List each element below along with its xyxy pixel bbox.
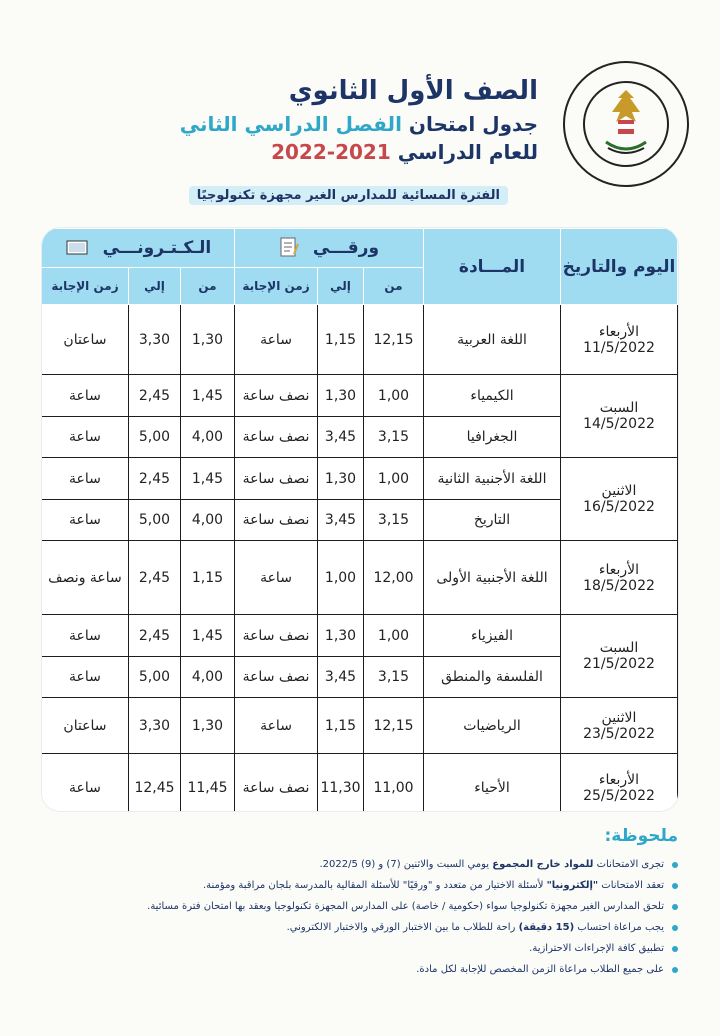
- day-name: السبت: [599, 400, 639, 416]
- exam-date: 23/5/2022: [583, 725, 655, 742]
- day-name: الأربعاء: [598, 323, 640, 340]
- period-badge: الفترة المسائية للمدارس الغير مجهزة تكنولوجيًا: [189, 186, 508, 205]
- electronic-from-cell: 4,00: [180, 657, 234, 698]
- table-row: [42, 541, 678, 615]
- paper-to-cell: 1,30: [318, 615, 364, 657]
- subject-cell: الفلسفة والمنطق: [424, 657, 561, 698]
- subject-cell: اللغة الأجنبية الأولى: [424, 541, 561, 615]
- paper-duration-cell: نصف ساعة: [234, 417, 317, 458]
- electronic-duration-header: زمن الإجابة: [42, 268, 128, 305]
- paper-from-cell: 3,15: [364, 500, 424, 541]
- paper-duration-cell: ساعة: [234, 305, 317, 375]
- table-row: [42, 458, 678, 500]
- electronic-duration-cell: ساعة: [42, 375, 128, 417]
- electronic-duration-cell: ساعتان: [42, 305, 128, 375]
- note-item: يجب مراعاة احتساب (15 دقيقة) راحة للطلاب ما بين الاختبار الورقي والاختبار الالكتروني.: [42, 917, 678, 938]
- electronic-duration-cell: ساعة: [42, 417, 128, 458]
- exam-date: 14/5/2022: [583, 416, 655, 432]
- paper-to-cell: 1,30: [318, 375, 364, 417]
- ministry-logo: [562, 60, 690, 188]
- electronic-duration-cell: ساعة: [42, 754, 128, 812]
- note-item: تجرى الامتحانات للمواد خارج المجموع يومي السبت والاثنين (7) و (9) 2022/5.: [42, 854, 678, 875]
- table-row: [42, 698, 678, 754]
- note-item: تلحق المدارس الغير مجهزة تكنولوجيا سواء (حكومية / خاصة) على المدارس المجهزة تكنولوجيا وبعقد بها امتحان فترة مسائية.: [42, 896, 678, 917]
- electronic-from-cell: 1,30: [180, 305, 234, 375]
- table-row: [42, 615, 678, 657]
- paper-from-cell: 12,15: [364, 698, 424, 754]
- table-row: [42, 375, 678, 417]
- paper-from-cell: 3,15: [364, 417, 424, 458]
- day-name: الأربعاء: [598, 561, 640, 578]
- paper-to-cell: 1,15: [318, 305, 364, 375]
- day-date-cell: [561, 541, 678, 615]
- paper-duration-header: زمن الإجابة: [234, 268, 317, 305]
- subject-cell: اللغة العربية: [424, 305, 561, 375]
- day-date-cell: [561, 698, 678, 754]
- electronic-header: الـكـتـرونـــي: [42, 229, 234, 268]
- day-name: الاثنين: [601, 483, 637, 499]
- paper-to-header: إلي: [318, 268, 364, 305]
- day-date-cell: [561, 754, 678, 812]
- paper-from-cell: 11,00: [364, 754, 424, 812]
- electronic-duration-cell: ساعتان: [42, 698, 128, 754]
- paper-to-cell: 1,30: [318, 458, 364, 500]
- paper-to-cell: 3,45: [318, 417, 364, 458]
- day-date-cell: [561, 375, 678, 458]
- day-date-header: اليوم والتاريخ: [561, 229, 678, 305]
- electronic-to-cell: 5,00: [128, 657, 180, 698]
- exam-title: جدول امتحان الفصل الدراسي الثاني: [179, 112, 538, 136]
- electronic-duration-cell: ساعة: [42, 657, 128, 698]
- electronic-from-cell: 1,45: [180, 615, 234, 657]
- day-date-cell: [561, 615, 678, 698]
- paper-to-cell: 11,30: [318, 754, 364, 812]
- electronic-from-cell: 1,30: [180, 698, 234, 754]
- day-name: السبت: [599, 640, 639, 656]
- electronic-from-cell: 1,45: [180, 458, 234, 500]
- electronic-from-cell: 1,15: [180, 541, 234, 615]
- svg-text:MINISTRY OF EDUCATION AND TECH: [562, 60, 566, 63]
- title-block: [180, 76, 538, 164]
- subject-cell: التاريخ: [424, 500, 561, 541]
- day-name: الاثنين: [601, 709, 637, 726]
- table-row: [42, 305, 678, 375]
- paper-duration-cell: نصف ساعة: [234, 500, 317, 541]
- electronic-from-header: من: [180, 268, 234, 305]
- exam-schedule-table: [42, 228, 678, 811]
- electronic-duration-cell: ساعة: [42, 458, 128, 500]
- subject-cell: اللغة الأجنبية الثانية: [424, 458, 561, 500]
- notes-title: ملحوظة:: [604, 826, 678, 846]
- subject-cell: الرياضيات: [424, 698, 561, 754]
- paper-to-cell: 3,45: [318, 500, 364, 541]
- paper-to-cell: 3,45: [318, 657, 364, 698]
- electronic-duration-cell: ساعة: [42, 500, 128, 541]
- paper-duration-cell: نصف ساعة: [234, 754, 317, 812]
- paper-to-cell: 1,15: [318, 698, 364, 754]
- electronic-from-cell: 11,45: [180, 754, 234, 812]
- paper-from-cell: 12,00: [364, 541, 424, 615]
- electronic-from-cell: 4,00: [180, 417, 234, 458]
- electronic-from-cell: 1,45: [180, 375, 234, 417]
- subject-cell: الأحياء: [424, 754, 561, 812]
- electronic-to-header: إلي: [128, 268, 180, 305]
- paper-from-cell: 1,00: [364, 615, 424, 657]
- electronic-to-cell: 2,45: [128, 375, 180, 417]
- day-date-cell: [561, 305, 678, 375]
- day-date-cell: [561, 458, 678, 541]
- subject-cell: الجغرافيا: [424, 417, 561, 458]
- paper-header: ورقـــي: [234, 229, 423, 268]
- paper-duration-cell: نصف ساعة: [234, 458, 317, 500]
- electronic-from-cell: 4,00: [180, 500, 234, 541]
- paper-icon: [279, 236, 299, 260]
- grade-title: الصف الأول الثانوي: [288, 76, 538, 106]
- electronic-duration-cell: ساعة ونصف: [42, 541, 128, 615]
- paper-duration-cell: نصف ساعة: [234, 615, 317, 657]
- subject-cell: الفيزياء: [424, 615, 561, 657]
- electronic-to-cell: 12,45: [128, 754, 180, 812]
- electronic-to-cell: 3,30: [128, 698, 180, 754]
- logo-text: [562, 60, 566, 63]
- table-row: [42, 754, 678, 812]
- paper-duration-cell: نصف ساعة: [234, 375, 317, 417]
- paper-from-cell: 3,15: [364, 657, 424, 698]
- note-item: على جميع الطلاب مراعاة الزمن المخصص للإجابة لكل مادة.: [42, 959, 678, 980]
- paper-from-cell: 12,15: [364, 305, 424, 375]
- exam-date: 18/5/2022: [583, 577, 655, 594]
- electronic-to-cell: 3,30: [128, 305, 180, 375]
- exam-date: 11/5/2022: [583, 339, 655, 356]
- paper-from-header: من: [364, 268, 424, 305]
- paper-duration-cell: نصف ساعة: [234, 657, 317, 698]
- electronic-to-cell: 2,45: [128, 615, 180, 657]
- notes-section: [42, 826, 678, 980]
- exam-date: 25/5/2022: [583, 787, 655, 804]
- subject-cell: الكيمياء: [424, 375, 561, 417]
- note-item: تطبيق كافة الإجراءات الاحترازية.: [42, 938, 678, 959]
- electronic-to-cell: 5,00: [128, 417, 180, 458]
- paper-from-cell: 1,00: [364, 375, 424, 417]
- note-item: تعقد الامتحانات "إلكترونيا" لأسئلة الاختيار من متعدد و "ورقيًا" للأسئلة المقالية بالمدرسة بلجان مراقبة ومؤمنة.: [42, 875, 678, 896]
- subject-header: المـــادة: [424, 229, 561, 305]
- paper-from-cell: 1,00: [364, 458, 424, 500]
- paper-to-cell: 1,00: [318, 541, 364, 615]
- electronic-to-cell: 5,00: [128, 500, 180, 541]
- electronic-to-cell: 2,45: [128, 541, 180, 615]
- year-title: للعام الدراسي 2021-2022: [271, 140, 538, 164]
- day-name: الأربعاء: [598, 771, 640, 788]
- exam-date: 21/5/2022: [583, 656, 655, 672]
- exam-date: 16/5/2022: [583, 499, 655, 515]
- electronic-to-cell: 2,45: [128, 458, 180, 500]
- electronic-duration-cell: ساعة: [42, 615, 128, 657]
- paper-duration-cell: ساعة: [234, 698, 317, 754]
- computer-icon: [65, 238, 89, 258]
- paper-duration-cell: ساعة: [234, 541, 317, 615]
